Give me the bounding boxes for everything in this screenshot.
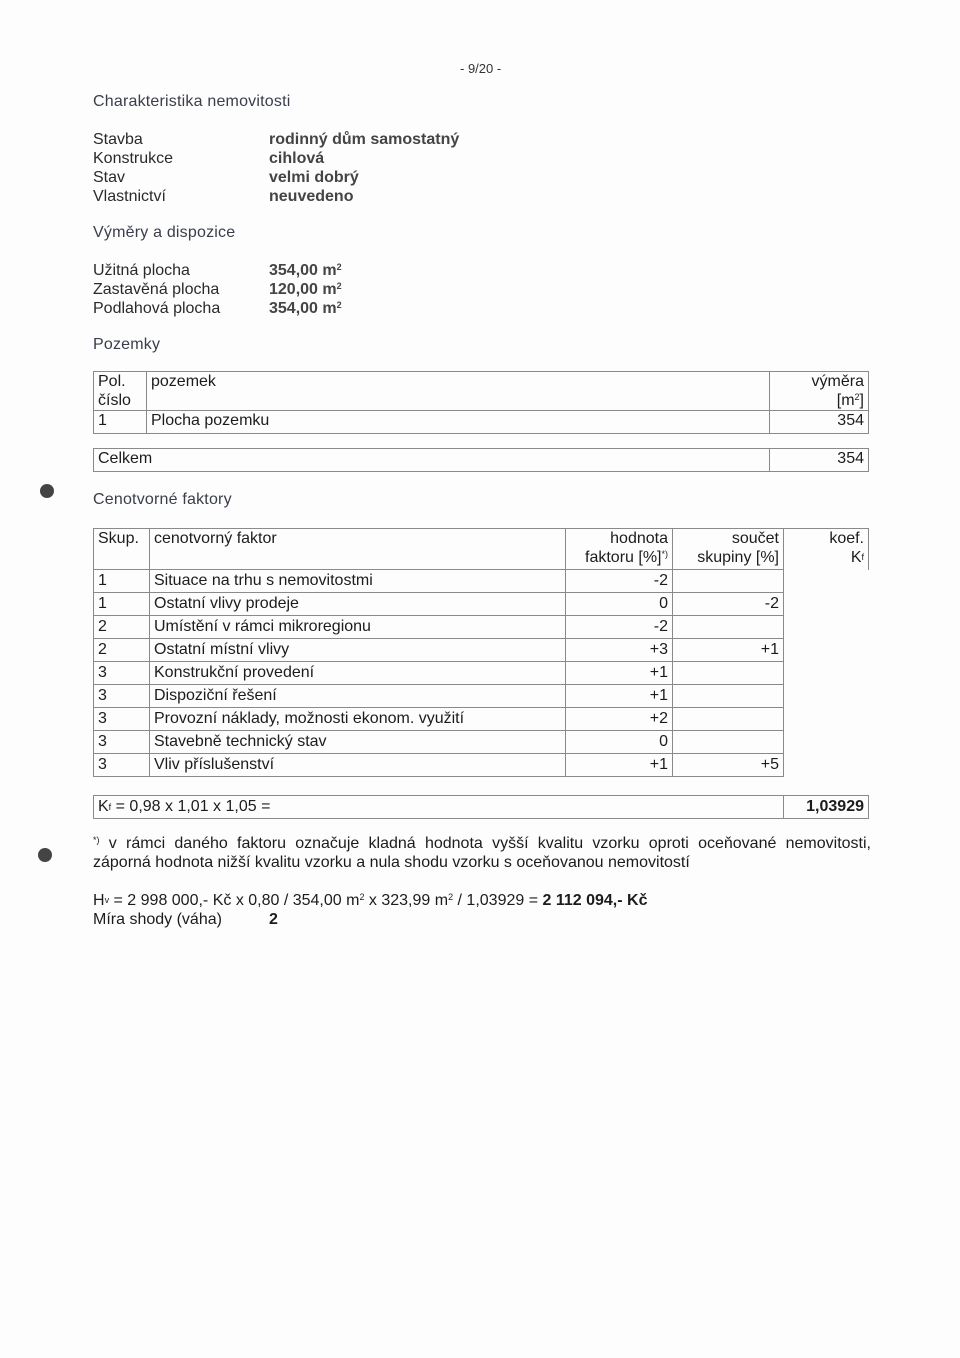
table-row: 3 Vliv příslušenství +1 +5 [94, 754, 869, 777]
area-value: 120,00 $m^2$ [269, 281, 342, 298]
table-row: 3 Konstrukční provedení +1 [94, 662, 869, 685]
footnote: *) v rámci daného faktoru označuje kladná hodnota vyšší kvalitu vzorku oproti oceňované nemovitosti, záporná hodnota nižší kvalitu vzorku a nula shodu vzorku s oceňovanou nemovitostí [93, 835, 871, 871]
table-row: 3 Provozní náklady, možnosti ekonom. využití +2 [94, 708, 869, 731]
area-label: Zastavěná plocha [93, 281, 220, 298]
table-row [94, 411, 869, 434]
char-value: neuvedeno [269, 188, 354, 205]
factors-col-factor: cenotvorný faktor [150, 529, 566, 570]
char-label: Vlastnictví [93, 188, 166, 205]
land-col-area: výměra $[m^2]$ [770, 372, 869, 411]
land-area: 354 [770, 411, 869, 434]
factors-col-group: Skup. [94, 529, 150, 570]
punch-hole-mark [40, 484, 54, 498]
table-row: 3 Stavebně technický stav 0 [94, 731, 869, 754]
char-value: velmi dobrý [269, 169, 359, 186]
table-row: 1 Situace na trhu s nemovitostmi -2 [94, 570, 869, 593]
land-total-label: Celkem [94, 449, 770, 472]
coef-result: 1,03929 [784, 796, 869, 819]
characteristics-list [93, 130, 459, 206]
section-heading-areas: Výměry a dispozice [93, 224, 236, 241]
char-label: Konstrukce [93, 150, 174, 167]
page-number: - 9/20 - [460, 61, 502, 76]
table-row: 1 Ostatní vlivy prodeje 0 -2 [94, 593, 869, 616]
coef-formula: Kf = 0,98 x 1,01 x 1,05 = [94, 796, 784, 819]
area-value: 354,00 $m^2$ [269, 262, 342, 279]
valuation-formula: Hv = 2 998 000,- Kč x 0,80 / 354,00 $m^2$ x 323,99 $m^2 / 1,03929 = 2$ 112 094,- Kč [93, 892, 648, 909]
char-label: Stav [93, 169, 126, 186]
coef-formula-row [94, 796, 869, 819]
section-heading-characteristics: Charakteristika nemovitosti [93, 93, 291, 110]
land-table-header [94, 372, 869, 411]
char-label: Stavba [93, 131, 143, 148]
land-table [93, 371, 869, 472]
table-row: 3 Dispoziční řešení +1 [94, 685, 869, 708]
valuation-result: 2 112 094,- Kč [542, 892, 648, 909]
factors-col-value: hodnota faktoru [%]*) [566, 529, 673, 570]
areas-list [93, 261, 342, 318]
match-weight: Míra shody (váha) 2 [93, 911, 278, 928]
factors-table-header [94, 529, 869, 570]
land-name: Plocha pozemku [147, 411, 770, 434]
table-row: 2 Umístění v rámci mikroregionu -2 [94, 616, 869, 639]
section-heading-land: Pozemky [93, 336, 161, 353]
punch-hole-mark [38, 848, 52, 862]
area-label: Užitná plocha [93, 262, 190, 279]
char-value: cihlová [269, 150, 325, 167]
land-col-no: Pol. číslo [94, 372, 147, 411]
area-label: Podlahová plocha [93, 300, 221, 317]
section-heading-factors: Cenotvorné faktory [93, 491, 232, 508]
char-value: rodinný dům samostatný [269, 131, 460, 148]
table-row: 2 Ostatní místní vlivy +3 +1 [94, 639, 869, 662]
land-col-name: pozemek [147, 372, 770, 411]
land-no: 1 [94, 411, 147, 434]
land-total-value: 354 [770, 449, 869, 472]
factors-table [93, 528, 869, 819]
factors-col-sum: součet skupiny [%] [673, 529, 784, 570]
valuation-block [93, 891, 647, 929]
land-total-row [94, 449, 869, 472]
area-value: 354,00 $m^2$ [269, 300, 342, 317]
factors-col-coef: koef. Kf [784, 529, 869, 570]
